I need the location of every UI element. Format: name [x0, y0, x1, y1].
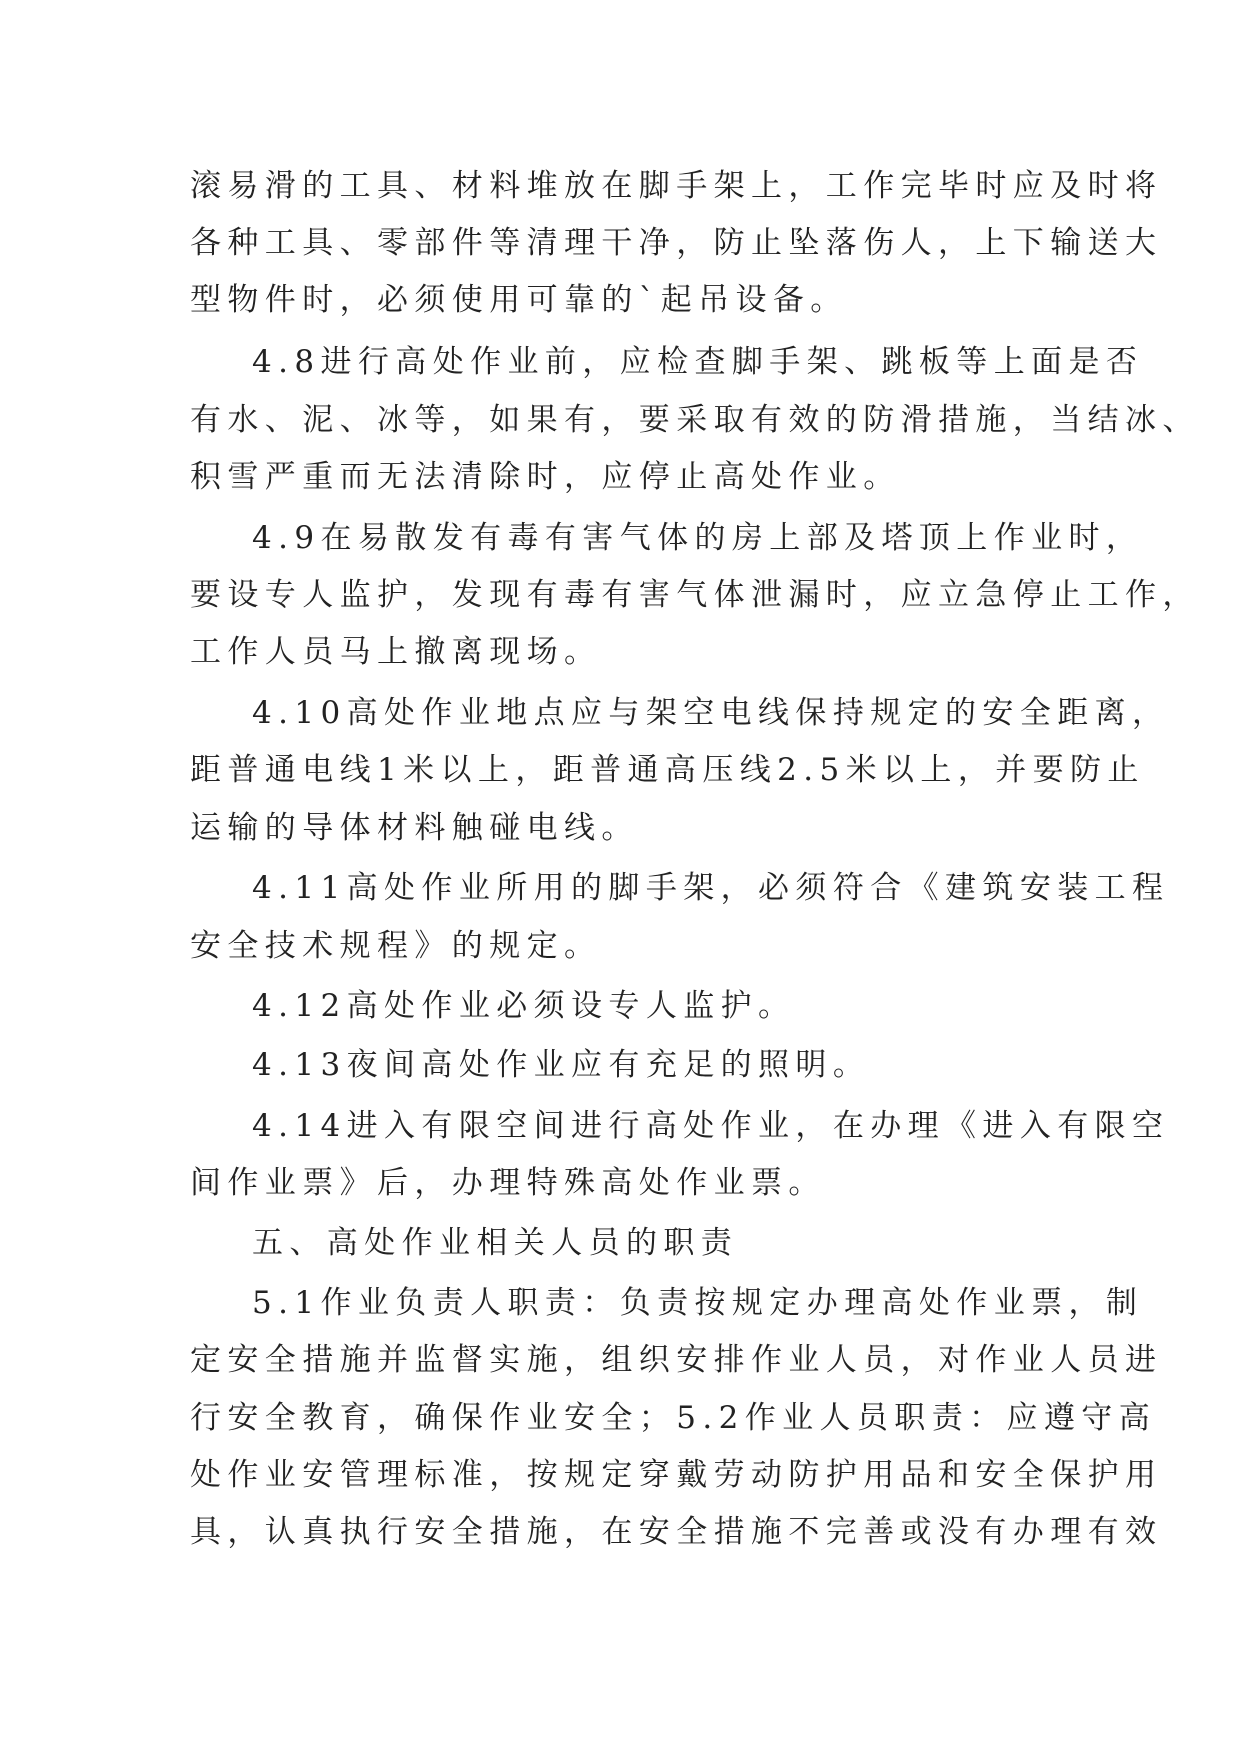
text-line: 行安全教育，确保作业安全；5.2作业人员职责：应遵守高	[190, 1400, 1157, 1436]
text-line: 有水、泥、冰等，如果有，要采取有效的防滑措施，当结冰、	[190, 402, 1200, 438]
text-line: 4.11高处作业所用的脚手架，必须符合《建筑安装工程	[252, 870, 1170, 906]
text-line: 具，认真执行安全措施，在安全措施不完善或没有办理有效	[190, 1514, 1163, 1550]
section-heading: 五、高处作业相关人员的职责	[252, 1225, 739, 1261]
text-line: 4.9在易散发有毒有害气体的房上部及塔顶上作业时，	[252, 520, 1144, 556]
text-line: 4.14进入有限空间进行高处作业，在办理《进入有限空	[252, 1108, 1170, 1144]
text-line: 4.12高处作业必须设专人监护。	[252, 988, 796, 1024]
text-line: 安全技术规程》的规定。	[190, 928, 602, 964]
text-line: 型物件时，必须使用可靠的`起吊设备。	[190, 282, 848, 318]
text-line: 积雪严重而无法清除时，应停止高处作业。	[190, 459, 901, 495]
text-line: 定安全措施并监督实施，组织安排作业人员，对作业人员进	[190, 1342, 1163, 1378]
text-line: 4.8进行高处作业前，应检查脚手架、跳板等上面是否	[252, 344, 1144, 380]
text-line: 滚易滑的工具、材料堆放在脚手架上，工作完毕时应及时将	[190, 168, 1163, 204]
text-line: 5.1作业负责人职责：负责按规定办理高处作业票，制	[252, 1285, 1144, 1321]
text-line: 各种工具、零部件等清理干净，防止坠落伤人，上下输送大	[190, 225, 1163, 261]
text-line: 距普通电线1米以上，距普通高压线2.5米以上，并要防止	[190, 752, 1145, 788]
text-line: 4.10高处作业地点应与架空电线保持规定的安全距离，	[252, 695, 1170, 731]
text-line: 要设专人监护，发现有毒有害气体泄漏时，应立急停止工作，	[190, 577, 1200, 613]
text-line: 工作人员马上撤离现场。	[190, 634, 602, 670]
text-line: 处作业安管理标准，按规定穿戴劳动防护用品和安全保护用	[190, 1457, 1163, 1493]
text-line: 4.13夜间高处作业应有充足的照明。	[252, 1047, 871, 1083]
text-line: 间作业票》后，办理特殊高处作业票。	[190, 1165, 826, 1201]
text-line: 运输的导体材料触碰电线。	[190, 810, 639, 846]
